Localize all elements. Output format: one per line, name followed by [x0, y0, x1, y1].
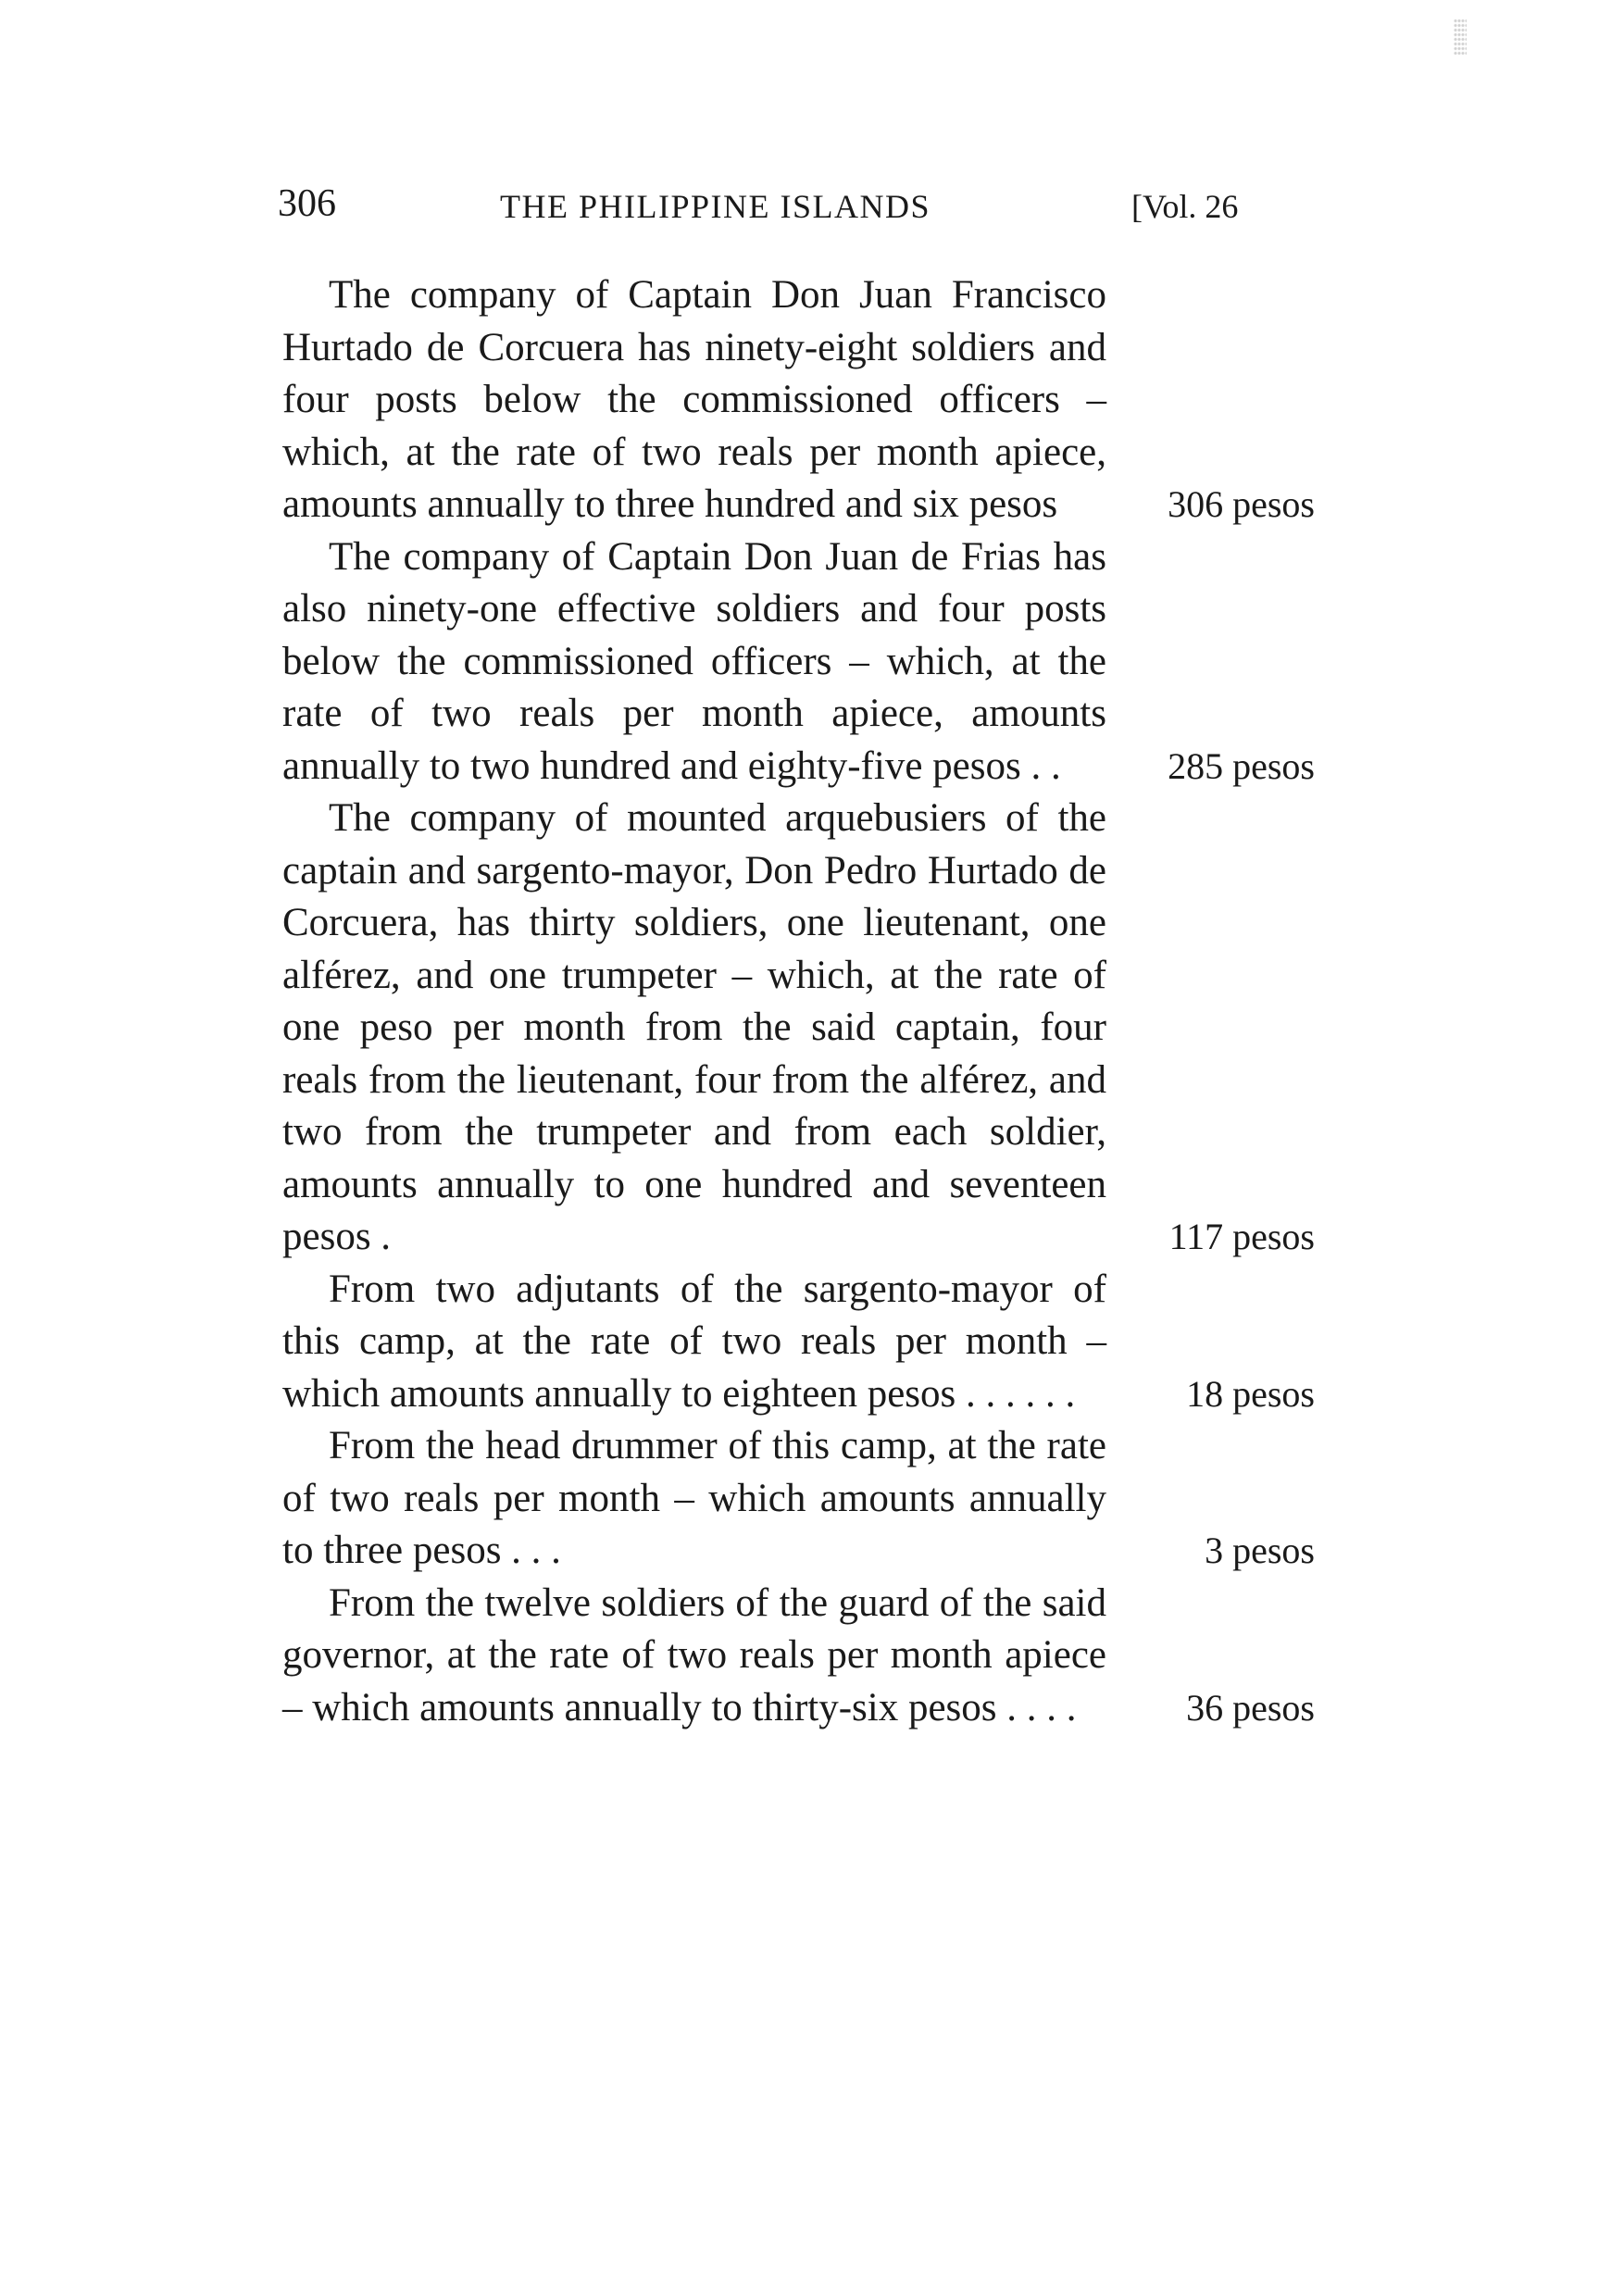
ledger-entry — [282, 531, 1315, 793]
page-number: 306 — [278, 182, 336, 225]
ledger-entry — [282, 269, 1315, 531]
entry-text: From the head drummer of this camp, at the rate of two reals per month – which amounts annually to three pesos . . . — [282, 1424, 1106, 1572]
entry-text: The company of mounted arquebusiers of the captain and sargento-mayor, Don Pedro Hurtado de Corcuera, has thirty soldiers, one lieutenant, one alférez, and one trumpeter – which, at the rate of one peso per month from the said captain, four reals from the lieutenant, four from the alférez, and two from the trumpeter and from each soldier, amounts annually to one hundred and seventeen pesos . — [282, 796, 1106, 1258]
entry-text: From the twelve soldiers of the guard of the said governor, at the rate of two reals per month apiece – which amounts annually to thirty-six pesos . . . . — [282, 1580, 1106, 1729]
entry-text: From two adjutants of the sargento-mayor of this camp, at the rate of two reals per month – which amounts annually to eighteen pesos . . . . . . — [282, 1267, 1106, 1416]
running-title: THE PHILIPPINE ISLANDS — [500, 188, 931, 225]
ledger-entry — [282, 793, 1315, 1264]
entry-text: The company of Captain Don Juan de Frias has also ninety-one effective soldiers and four posts below the commissioned officers – which, at the rate of two reals per month apiece, amounts annually to two hundred and eighty-five pesos . . — [282, 534, 1106, 788]
ledger-entry — [282, 1420, 1315, 1578]
ledger-entry — [282, 1264, 1315, 1421]
entry-amount: 117 pesos — [1168, 1216, 1315, 1257]
entry-amount: 36 pesos — [1186, 1686, 1315, 1729]
entry-amount: 18 pesos — [1186, 1372, 1315, 1415]
ledger-entry — [282, 1578, 1315, 1735]
entry-amount: 285 pesos — [1168, 744, 1315, 787]
entry-amount: 306 pesos — [1168, 483, 1315, 525]
entry-amount: 3 pesos — [1205, 1530, 1315, 1571]
ledger-entries — [282, 269, 1319, 1734]
entry-text: The company of Captain Don Juan Francisco Hurtado de Corcuera has ninety-eight soldiers and four posts below the commissioned officers – which, at the rate of two reals per month apiece, amounts annually to three hundred and six pesos — [282, 273, 1106, 526]
page-header — [278, 181, 1315, 237]
scan-speck — [1454, 19, 1467, 56]
volume-label: [Vol. 26 — [1131, 188, 1239, 225]
